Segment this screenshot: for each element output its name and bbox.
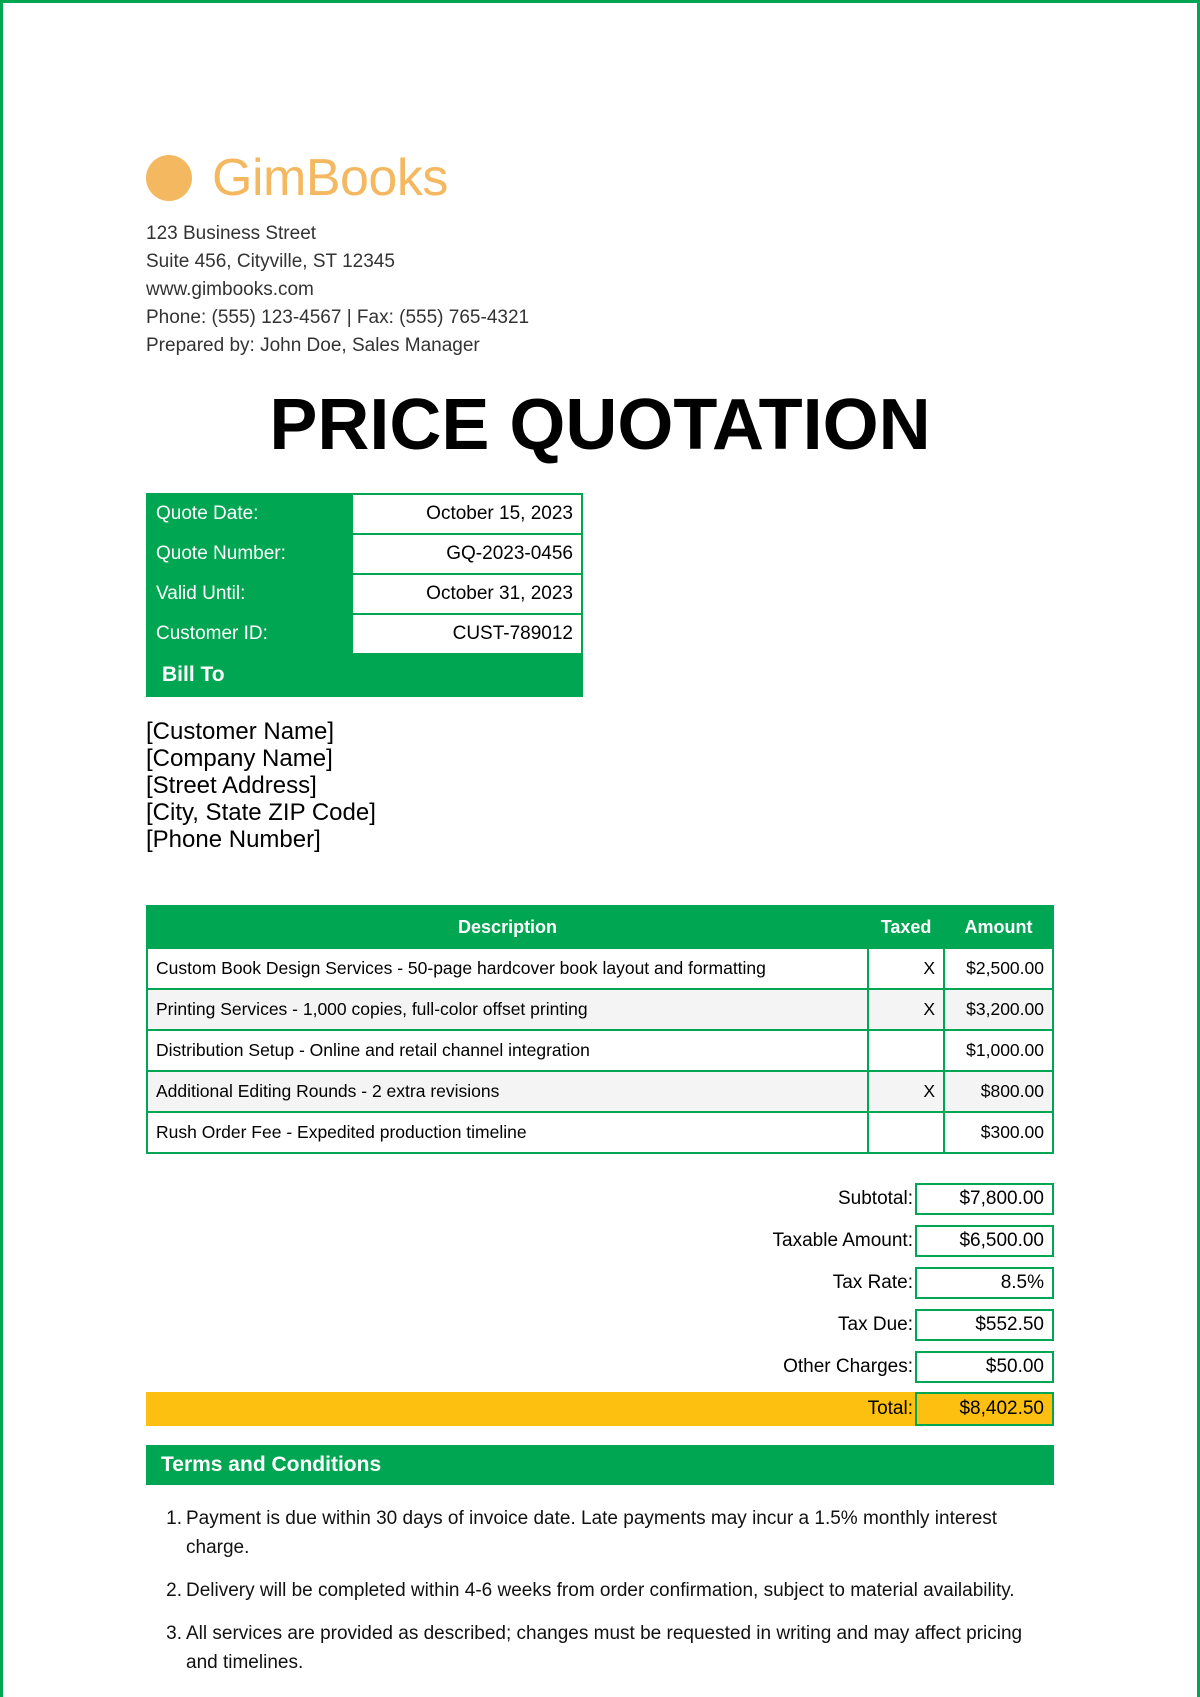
- bill-to-city-state-zip: [City, State ZIP Code]: [146, 799, 376, 826]
- info-value: October 31, 2023: [353, 575, 581, 615]
- company-website: www.gimbooks.com: [146, 279, 314, 300]
- other-charges-value: $50.00: [915, 1351, 1054, 1383]
- taxable-amount-row: [146, 1220, 1054, 1262]
- info-label: Valid Until:: [156, 583, 246, 604]
- subtotal-value: $7,800.00: [915, 1183, 1054, 1215]
- info-row-quote-date: [148, 495, 581, 535]
- circle-dot-icon: [146, 155, 192, 201]
- item-amount: $2,500.00: [944, 948, 1053, 989]
- item-amount: $1,000.00: [944, 1030, 1053, 1071]
- item-taxed: [868, 1112, 944, 1153]
- grand-total-label: Total:: [867, 1398, 913, 1419]
- item-amount: $3,200.00: [944, 989, 1053, 1030]
- bill-to-company-name: [Company Name]: [146, 745, 333, 772]
- info-value: CUST-789012: [353, 615, 581, 655]
- term-text: Delivery will be completed within 4-6 weeks from order confirmation, subject to material availability.: [186, 1580, 1015, 1601]
- table-row: [147, 948, 1053, 989]
- info-label: Quote Date:: [156, 503, 259, 524]
- table-header-row: [147, 906, 1053, 948]
- line-items-table: [146, 905, 1054, 1154]
- item-description: Rush Order Fee - Expedited production timeline: [147, 1112, 868, 1153]
- table-row: [147, 1071, 1053, 1112]
- other-charges-label: Other Charges:: [783, 1356, 913, 1377]
- item-description: Distribution Setup - Online and retail channel integration: [147, 1030, 868, 1071]
- column-header-description: Description: [147, 906, 868, 948]
- tax-due-label: Tax Due:: [838, 1314, 913, 1335]
- bill-to-customer-name: [Customer Name]: [146, 718, 335, 745]
- tax-rate-label: Tax Rate:: [832, 1272, 913, 1293]
- item-description: Printing Services - 1,000 copies, full-color offset printing: [147, 989, 868, 1030]
- terms-list: [146, 1504, 1054, 1691]
- item-taxed: X: [868, 989, 944, 1030]
- grand-total-row: [146, 1392, 1054, 1426]
- info-label: Quote Number:: [156, 543, 286, 564]
- term-text: Payment is due within 30 days of invoice date. Late payments may incur a 1.5% monthly interest charge.: [186, 1508, 998, 1558]
- term-number: 2.: [166, 1580, 182, 1601]
- brand-header: [146, 150, 448, 206]
- other-charges-row: [146, 1346, 1054, 1388]
- term-item: [146, 1576, 1054, 1605]
- term-item: [146, 1504, 1054, 1562]
- tax-due-row: [146, 1304, 1054, 1346]
- table-row: [147, 1112, 1053, 1153]
- bill-to-phone: [Phone Number]: [146, 826, 321, 853]
- info-row-quote-number: [148, 535, 581, 575]
- item-description: Additional Editing Rounds - 2 extra revisions: [147, 1071, 868, 1112]
- totals-section: [146, 1178, 1054, 1426]
- item-taxed: [868, 1030, 944, 1071]
- grand-total-value: $8,402.50: [915, 1392, 1054, 1426]
- info-value: October 15, 2023: [353, 495, 581, 535]
- bill-to-address: [146, 718, 376, 853]
- subtotal-label: Subtotal:: [838, 1188, 913, 1209]
- prepared-by: Prepared by: John Doe, Sales Manager: [146, 335, 480, 356]
- document-title: PRICE QUOTATION: [269, 385, 931, 465]
- tax-rate-value: 8.5%: [915, 1267, 1054, 1299]
- terms-header: Terms and Conditions: [146, 1445, 1054, 1485]
- company-address-line1: 123 Business Street: [146, 223, 317, 244]
- tax-due-value: $552.50: [915, 1309, 1054, 1341]
- subtotal-row: [146, 1178, 1054, 1220]
- info-row-valid-until: [148, 575, 581, 615]
- item-taxed: X: [868, 1071, 944, 1112]
- info-value: GQ-2023-0456: [353, 535, 581, 575]
- column-header-amount: Amount: [944, 906, 1053, 948]
- term-text: All services are provided as described; changes must be requested in writing and may affect pricing and timelines.: [186, 1623, 1023, 1673]
- info-label: Customer ID:: [156, 623, 268, 644]
- brand-name: GimBooks: [212, 149, 448, 207]
- term-number: 3.: [166, 1623, 182, 1644]
- column-header-taxed: Taxed: [868, 906, 944, 948]
- item-taxed: X: [868, 948, 944, 989]
- table-row: [147, 989, 1053, 1030]
- table-row: [147, 1030, 1053, 1071]
- info-row-customer-id: [148, 615, 581, 655]
- company-phone-fax: Phone: (555) 123-4567 | Fax: (555) 765-4321: [146, 307, 530, 328]
- term-item: [146, 1619, 1054, 1677]
- bill-to-header: Bill To: [162, 663, 225, 686]
- term-number: 1.: [166, 1508, 182, 1529]
- item-amount: $800.00: [944, 1071, 1053, 1112]
- company-address-line2: Suite 456, Cityville, ST 12345: [146, 251, 395, 272]
- taxable-amount-label: Taxable Amount:: [772, 1230, 913, 1251]
- item-amount: $300.00: [944, 1112, 1053, 1153]
- company-info: [146, 220, 529, 360]
- tax-rate-row: [146, 1262, 1054, 1304]
- bill-to-street-address: [Street Address]: [146, 772, 317, 799]
- quote-info-table: [146, 493, 583, 697]
- item-description: Custom Book Design Services - 50-page hardcover book layout and formatting: [147, 948, 868, 989]
- taxable-amount-value: $6,500.00: [915, 1225, 1054, 1257]
